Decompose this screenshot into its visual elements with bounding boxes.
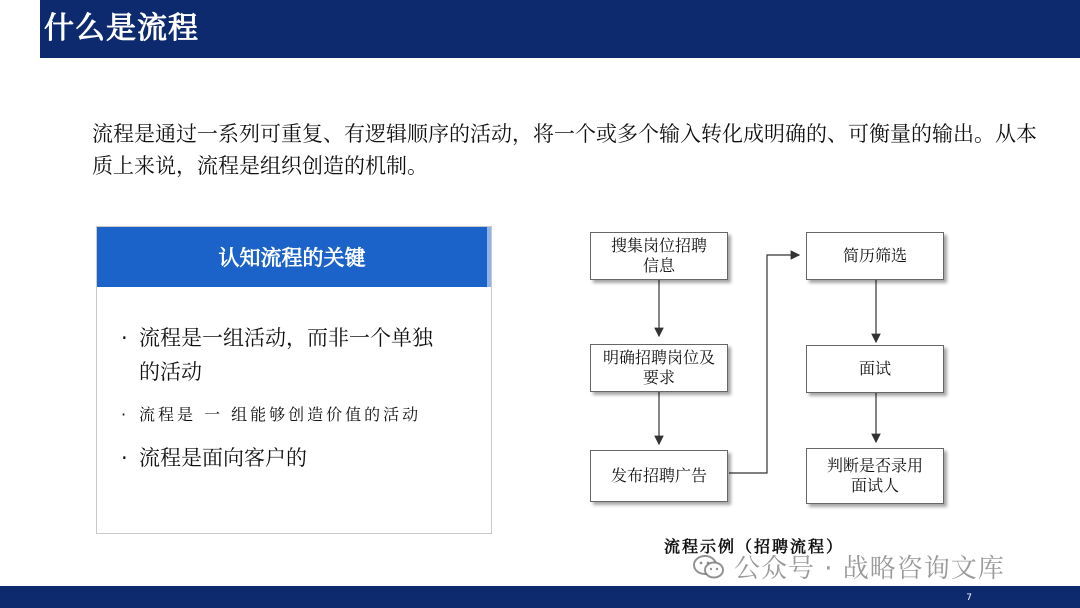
bullet: · bbox=[121, 326, 128, 350]
key-point-2-text: 流程是 一 组能够创造价值的活动 bbox=[139, 405, 422, 424]
flow-node-label: 搜集岗位招聘信息 bbox=[610, 236, 707, 275]
key-point-3-text: 流程是面向客户的 bbox=[139, 446, 307, 470]
key-point-2 bbox=[121, 403, 421, 427]
bottom-bar bbox=[0, 586, 1080, 608]
watermark bbox=[692, 548, 1005, 585]
intro-paragraph: 流程是通过一系列可重复、有逻辑顺序的活动，将一个或多个输入转化成明确的、可衡量的输出。从本质上来说，流程是组织创造的机制。 bbox=[92, 122, 1037, 178]
slide-title: 什么是流程 bbox=[44, 11, 199, 46]
connector-n3-n4 bbox=[729, 255, 799, 473]
flow-node-interview bbox=[806, 345, 944, 393]
flowchart-caption: 流程示例（招聘流程） bbox=[664, 537, 845, 556]
flow-node-publish-ad bbox=[590, 450, 728, 502]
title-bar bbox=[0, 0, 1080, 58]
key-points-box bbox=[96, 226, 492, 534]
bullet: · bbox=[121, 405, 130, 424]
key-header-edge bbox=[487, 227, 491, 287]
flow-node-label: 明确招聘岗位及要求 bbox=[603, 348, 716, 387]
flow-node-hire-decision bbox=[806, 448, 944, 504]
wechat-icon bbox=[692, 554, 726, 580]
flow-node-label: 简历筛选 bbox=[842, 246, 907, 265]
recruitment-flowchart bbox=[580, 222, 980, 522]
title-bar-accent bbox=[0, 0, 40, 58]
key-point-1-line2: 的活动 bbox=[139, 360, 202, 384]
page-number: 7 bbox=[966, 593, 972, 603]
key-point-1 bbox=[121, 321, 481, 389]
flow-node-resume-screening bbox=[806, 232, 944, 280]
key-points-header: 认知流程的关键 bbox=[97, 227, 487, 287]
flow-node-define-position bbox=[590, 344, 728, 392]
flow-node-label: 判断是否录用面试人 bbox=[826, 456, 923, 495]
watermark-text: 公众号 · 战略咨询文库 bbox=[734, 554, 1005, 584]
flow-node-collect-info bbox=[590, 232, 728, 280]
bullet: · bbox=[121, 446, 128, 470]
flow-node-label: 发布招聘广告 bbox=[610, 466, 707, 485]
key-point-3 bbox=[121, 441, 307, 475]
flow-node-label: 面试 bbox=[858, 359, 891, 378]
key-point-1-line1: 流程是一组活动，而非一个单独 bbox=[139, 326, 433, 350]
